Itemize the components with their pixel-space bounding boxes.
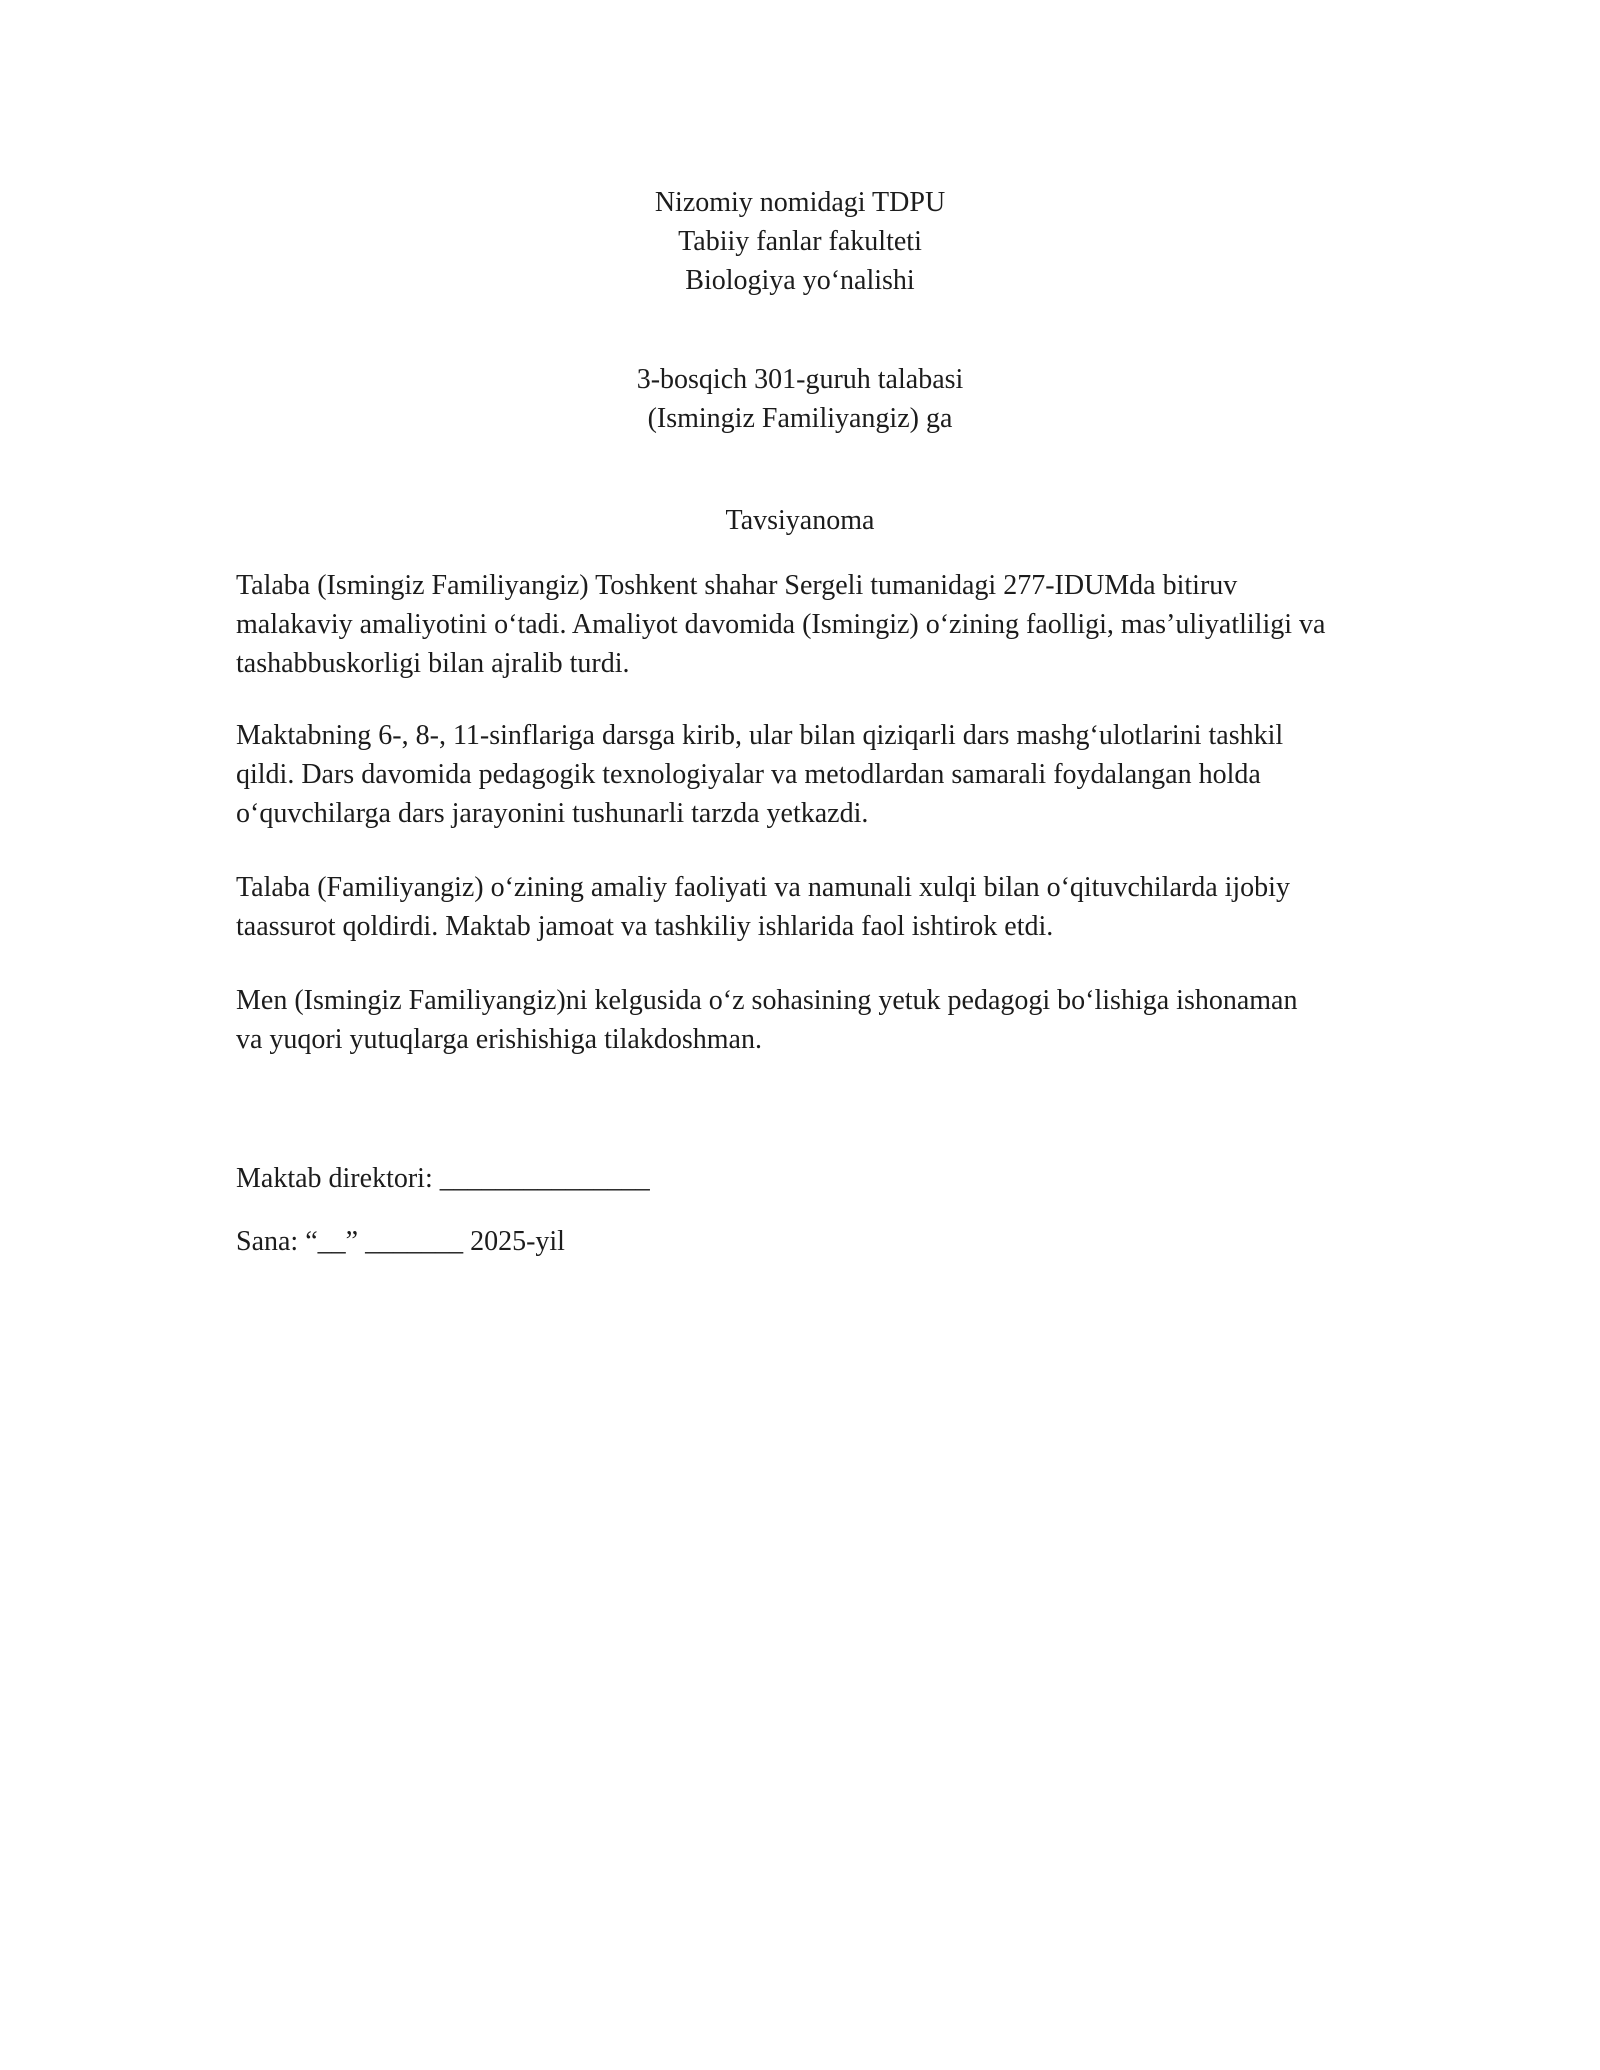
- paragraph-line: Maktabning 6-, 8-, 11-sinflariga darsga kirib, ular bilan qiziqarli dars mashgʻulotlarini tashkil: [236, 720, 1284, 751]
- paragraph-recommendation: [236, 981, 1364, 1059]
- paragraph-practice-summary: [236, 566, 1364, 683]
- date-field: [236, 1222, 1364, 1261]
- date-label: Sana: “__” _______ 2025-yil: [236, 1226, 565, 1257]
- paragraph-line: tashabbuskorligi bilan ajralib turdi.: [236, 648, 630, 679]
- paragraph-line: Talaba (Familiyangiz) oʻzining amaliy faoliyati va namunali xulqi bilan oʻqituvchilarda ijobiy: [236, 872, 1290, 903]
- letterhead-line-major: Biologiya yoʻnalishi: [685, 265, 915, 296]
- recipient-block: [236, 360, 1364, 438]
- paragraph-line: va yuqori yutuqlarga erishishiga tilakdoshman.: [236, 1024, 762, 1055]
- paragraph-line: taassurot qoldirdi. Maktab jamoat va tashkiliy ishlarida faol ishtirok etdi.: [236, 911, 1054, 942]
- letterhead-line-university: Nizomiy nomidagi TDPU: [654, 187, 946, 218]
- paragraph-line: qildi. Dars davomida pedagogik texnologiyalar va metodlardan samarali foydalangan holda: [236, 759, 1261, 790]
- letterhead-line-faculty: Tabiiy fanlar fakulteti: [678, 226, 922, 257]
- recipient-line-group: 3-bosqich 301-guruh talabasi: [636, 364, 964, 395]
- paragraph-line: malakaviy amaliyotini oʻtadi. Amaliyot davomida (Ismingiz) oʻzining faolligi, mas’uliyatliligi va: [236, 609, 1326, 640]
- paragraph-line: oʻquvchilarga dars jarayonini tushunarli tarzda yetkazdi.: [236, 798, 869, 829]
- letterhead: [236, 183, 1364, 300]
- paragraph-line: Talaba (Ismingiz Familiyangiz) Toshkent shahar Sergeli tumanidagi 277-IDUMda bitiruv: [236, 570, 1238, 601]
- paragraph-lessons: [236, 716, 1364, 833]
- signature-field: [236, 1159, 1364, 1198]
- signature-label: Maktab direktori: _______________: [236, 1163, 650, 1194]
- paragraph-line: Men (Ismingiz Familiyangiz)ni kelgusida oʻz sohasining yetuk pedagogi boʻlishiga ishonaman: [236, 985, 1298, 1016]
- paragraph-impression: [236, 868, 1364, 946]
- recipient-line-name: (Ismingiz Familiyangiz) ga: [647, 403, 953, 434]
- document-title: Tavsiyanoma: [725, 505, 875, 536]
